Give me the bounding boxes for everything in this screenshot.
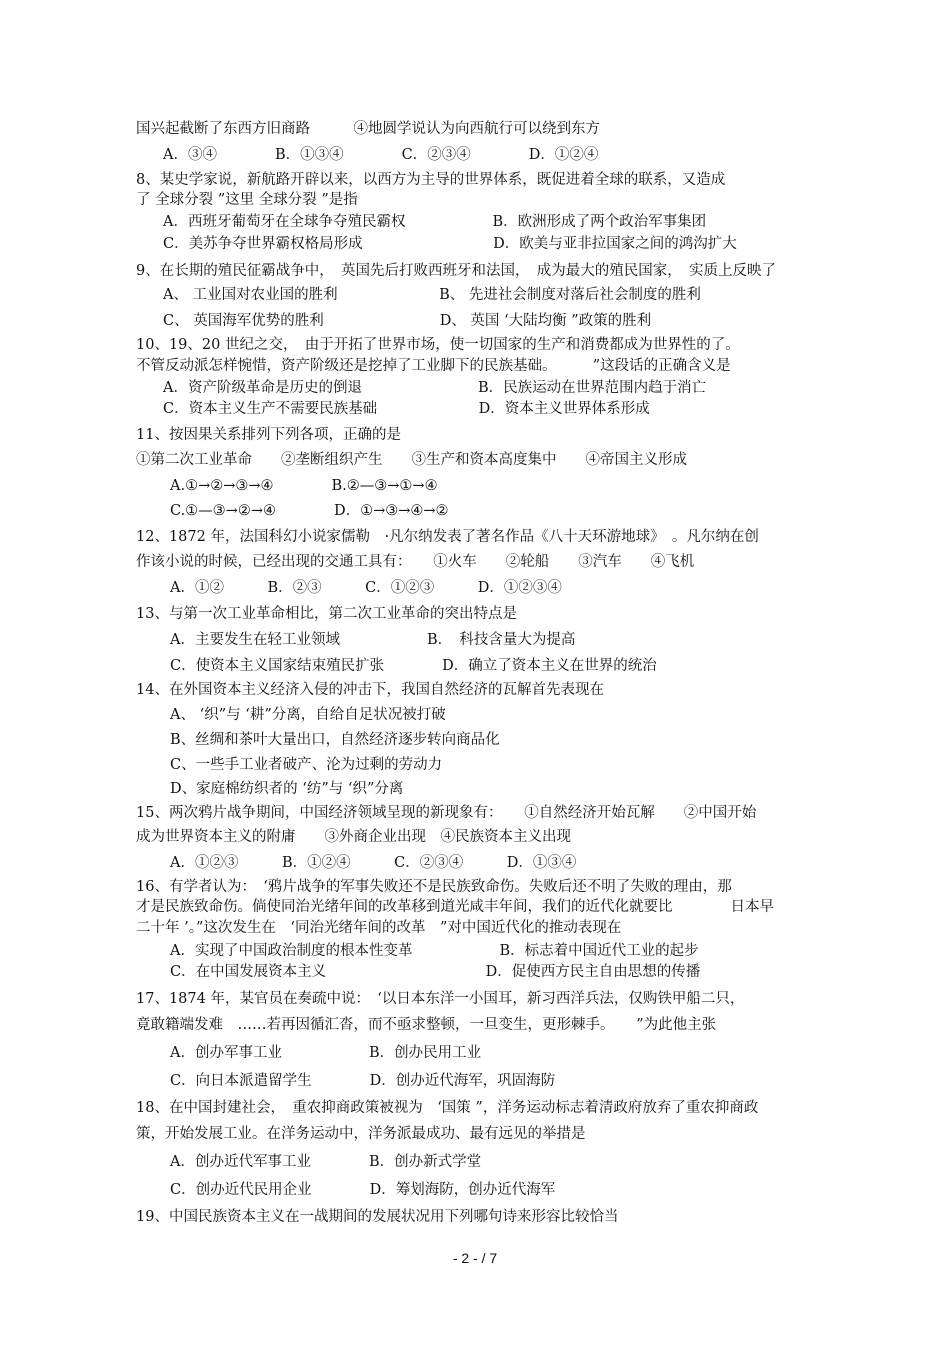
text-line: A．①② B．②③ C．①②③ D．①②③④	[170, 580, 562, 596]
text-line: 17、1874 年，某官员在奏疏中说： ‘以日本东洋一小国耳，新习西洋兵法，仅购铁甲船二只，	[136, 991, 745, 1007]
text-line: 14、在外国资本主义经济入侵的冲击下，我国自然经济的瓦解首先表现在	[136, 682, 604, 698]
text-line: C、 英国海军优势的胜利 D、 英国 ‘大陆均衡 ”政策的胜利	[163, 313, 652, 329]
text-line: 19、中国民族资本主义在一战期间的发展状况用下列哪句诗来形容比较恰当	[136, 1209, 619, 1225]
text-line: 18、在中国封建社会， 重农抑商政策被视为 ‘国策 ”，洋务运动标志着清政府放弃了重农抑商政	[136, 1100, 759, 1116]
text-line: A．实现了中国政治制度的根本性变革 B．标志着中国近代工业的起步	[170, 943, 699, 959]
text-line: A．资产阶级革命是历史的倒退 B．民族运动在世界范围内趋于消亡	[163, 380, 707, 396]
text-line: 16、有学者认为： ‘鸦片战争的军事失败还不是民族致命伤。失败后还不明了失败的理由，那	[136, 879, 732, 895]
text-line: 国兴起截断了东西方旧商路 ④地圆学说认为向西航行可以绕到东方	[136, 121, 600, 137]
text-line: D、家庭棉纺织者的 ‘纺”与 ‘织”分离	[170, 781, 404, 797]
text-line: A．主要发生在轻工业领域 B． 科技含量大为提高	[170, 632, 576, 648]
text-line: 10、19、20 世纪之交， 由于开拓了世界市场，使一切国家的生产和消费都成为世界性的了。	[136, 337, 740, 353]
text-line: B、丝绸和茶叶大量出口，自然经济逐步转向商品化	[170, 732, 500, 748]
text-line: ①第二次工业革命 ②垄断组织产生 ③生产和资本高度集中 ④帝国主义形成	[136, 452, 687, 468]
text-line: A、 ‘织”与 ‘耕”分离，自给自足状况被打破	[170, 707, 446, 723]
text-line: 13、与第一次工业革命相比，第二次工业革命的突出特点是	[136, 606, 517, 622]
text-line: A．①②③ B．①②④ C．②③④ D．①③④	[170, 855, 577, 871]
text-line: 12、1872 年，法国科幻小说家儒勒 ·凡尔纳发表了著名作品《八十天环游地球》 。凡尔纳在创	[136, 529, 759, 545]
text-line: 8、某史学家说，新航路开辟以来，以西方为主导的世界体系，既促进着全球的联系，又造成	[136, 172, 726, 188]
page-number: - 2 - / 7	[452, 1250, 498, 1266]
text-line: 作该小说的时候，已经出现的交通工具有： ①火车 ②轮船 ③汽车 ④飞机	[136, 554, 695, 570]
text-line: A．创办军事工业 B．创办民用工业	[170, 1045, 482, 1061]
text-line: 才是民族致命伤。倘使同治光绪年间的改革移到道光咸丰年间，我们的近代化就要比 日本早	[136, 899, 774, 915]
text-line: A．③④ B．①③④ C．②③④ D．①②④	[163, 147, 599, 163]
text-line: A．创办近代军事工业 B．创办新式学堂	[170, 1154, 482, 1170]
text-line: 9、在长期的殖民征霸战争中， 英国先后打败西班牙和法国， 成为最大的殖民国家， 实质上反映了	[136, 263, 776, 279]
text-line: C．创办近代民用企业 D．筹划海防，创办近代海军	[170, 1182, 556, 1198]
text-line: C．向日本派遣留学生 D．创办近代海军，巩固海防	[170, 1073, 556, 1089]
text-line: 成为世界资本主义的附庸 ③外商企业出现 ④民族资本主义出现	[136, 829, 571, 845]
text-line: C.①—③→②→④ D．①→③→④→②	[170, 503, 449, 519]
text-line: 策，开始发展工业。在洋务运动中，洋务派最成功、最有远见的举措是	[136, 1126, 586, 1142]
text-line: A．西班牙葡萄牙在全球争夺殖民霸权 B．欧洲形成了两个政治军事集团	[163, 214, 707, 230]
text-line: 竟敢籍端发难 ……若再因循汇沓，而不亟求整顿，一旦变生，更形棘手。 ”为此他主张	[136, 1017, 717, 1033]
text-line: A、 工业国对农业国的胜利 B、 先进社会制度对落后社会制度的胜利	[163, 287, 701, 303]
text-line: C．资本主义生产不需要民族基础 D．资本主义世界体系形成	[163, 401, 650, 417]
text-line: 了 全球分裂 ”这里 全球分裂 ”是指	[136, 192, 358, 208]
text-line: A.①→②→③→④ B.②—③→①→④	[170, 478, 438, 494]
text-line: 不管反动派怎样惋惜，资产阶级还是挖掉了工业脚下的民族基础。 ”这段话的正确含义是	[136, 358, 731, 374]
text-line: C．使资本主义国家结束殖民扩张 D．确立了资本主义在世界的统治	[170, 658, 657, 674]
text-line: 15、两次鸦片战争期间，中国经济领域呈现的新现象有： ①自然经济开始瓦解 ②中国开始	[136, 805, 757, 821]
text-line: C．在中国发展资本主义 D．促使西方民主自由思想的传播	[170, 964, 701, 980]
text-line: 11、按因果关系排列下列各项，正确的是	[136, 427, 401, 443]
text-line: C、一些手工业者破产、沦为过剩的劳动力	[170, 757, 443, 773]
text-line: C．美苏争夺世界霸权格局形成 D．欧美与亚非拉国家之间的鸿沟扩大	[163, 236, 737, 252]
text-line: 二十年 ’。”这次发生在 ‘同治光绪年间的改革 ”对中国近代化的推动表现在	[136, 920, 622, 936]
